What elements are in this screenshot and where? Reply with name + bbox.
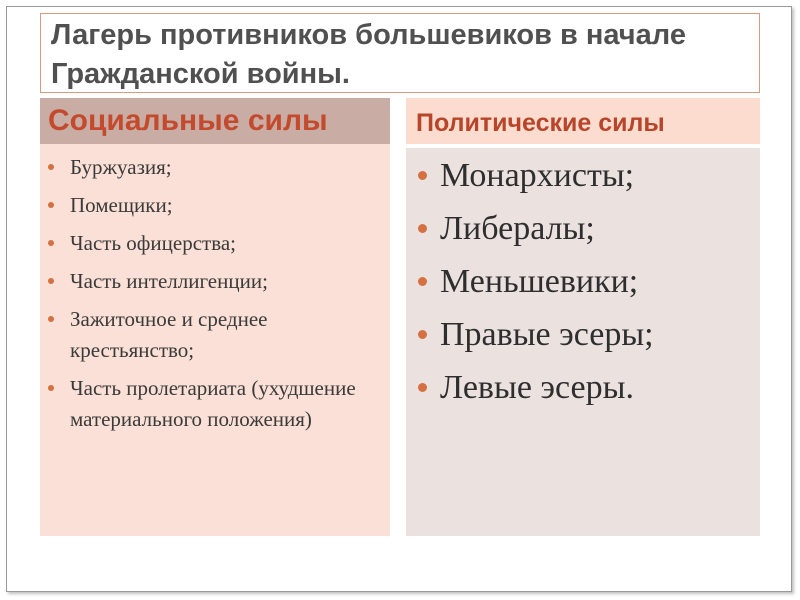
list-item (48, 373, 384, 435)
list-item (48, 152, 384, 183)
bullet-icon (48, 240, 54, 246)
list-item (418, 368, 758, 408)
list-item-text: Зажиточное и среднее крестьянство; (70, 307, 268, 362)
political-forces-column (406, 148, 760, 536)
list-item (418, 156, 758, 196)
political-forces-heading: Политические силы (416, 109, 665, 137)
list-item-text: Помещики; (70, 193, 173, 217)
list-item-text: Часть офицерства; (70, 231, 236, 255)
bullet-icon (48, 164, 54, 170)
bullet-icon (418, 330, 427, 339)
bullet-icon (418, 171, 427, 180)
list-item-text: Левые эсеры. (440, 369, 634, 406)
bullet-icon (48, 278, 54, 284)
list-item (418, 209, 758, 249)
list-item (48, 190, 384, 221)
list-item-text: Часть пролетариата (ухудшение материального положения) (70, 376, 356, 431)
list-item-text: Меньшевики; (440, 263, 639, 300)
bullet-icon (418, 277, 427, 286)
list-item (48, 228, 384, 259)
list-item (48, 304, 384, 366)
social-forces-list (48, 152, 384, 442)
bullet-icon (418, 383, 427, 392)
list-item-text: Правые эсеры; (440, 316, 654, 353)
bullet-icon (48, 385, 54, 391)
social-forces-column (40, 144, 390, 536)
list-item (418, 315, 758, 355)
bullet-icon (48, 202, 54, 208)
social-forces-heading: Социальные силы (48, 104, 328, 137)
list-item-text: Буржуазия; (70, 155, 172, 179)
list-item (48, 266, 384, 297)
list-item-text: Либералы; (440, 210, 595, 247)
political-forces-list (418, 156, 758, 421)
social-forces-header (40, 98, 390, 144)
bullet-icon (48, 316, 54, 322)
political-forces-header (406, 98, 760, 144)
list-item (418, 262, 758, 302)
list-item-text: Монархисты; (440, 157, 635, 194)
slide-title (40, 13, 760, 93)
bullet-icon (418, 224, 427, 233)
list-item-text: Часть интеллигенции; (70, 269, 268, 293)
slide-title-line-1: Лагерь противников большевиков в начале (51, 19, 686, 51)
slide-title-line-2: Гражданской войны. (51, 58, 350, 90)
